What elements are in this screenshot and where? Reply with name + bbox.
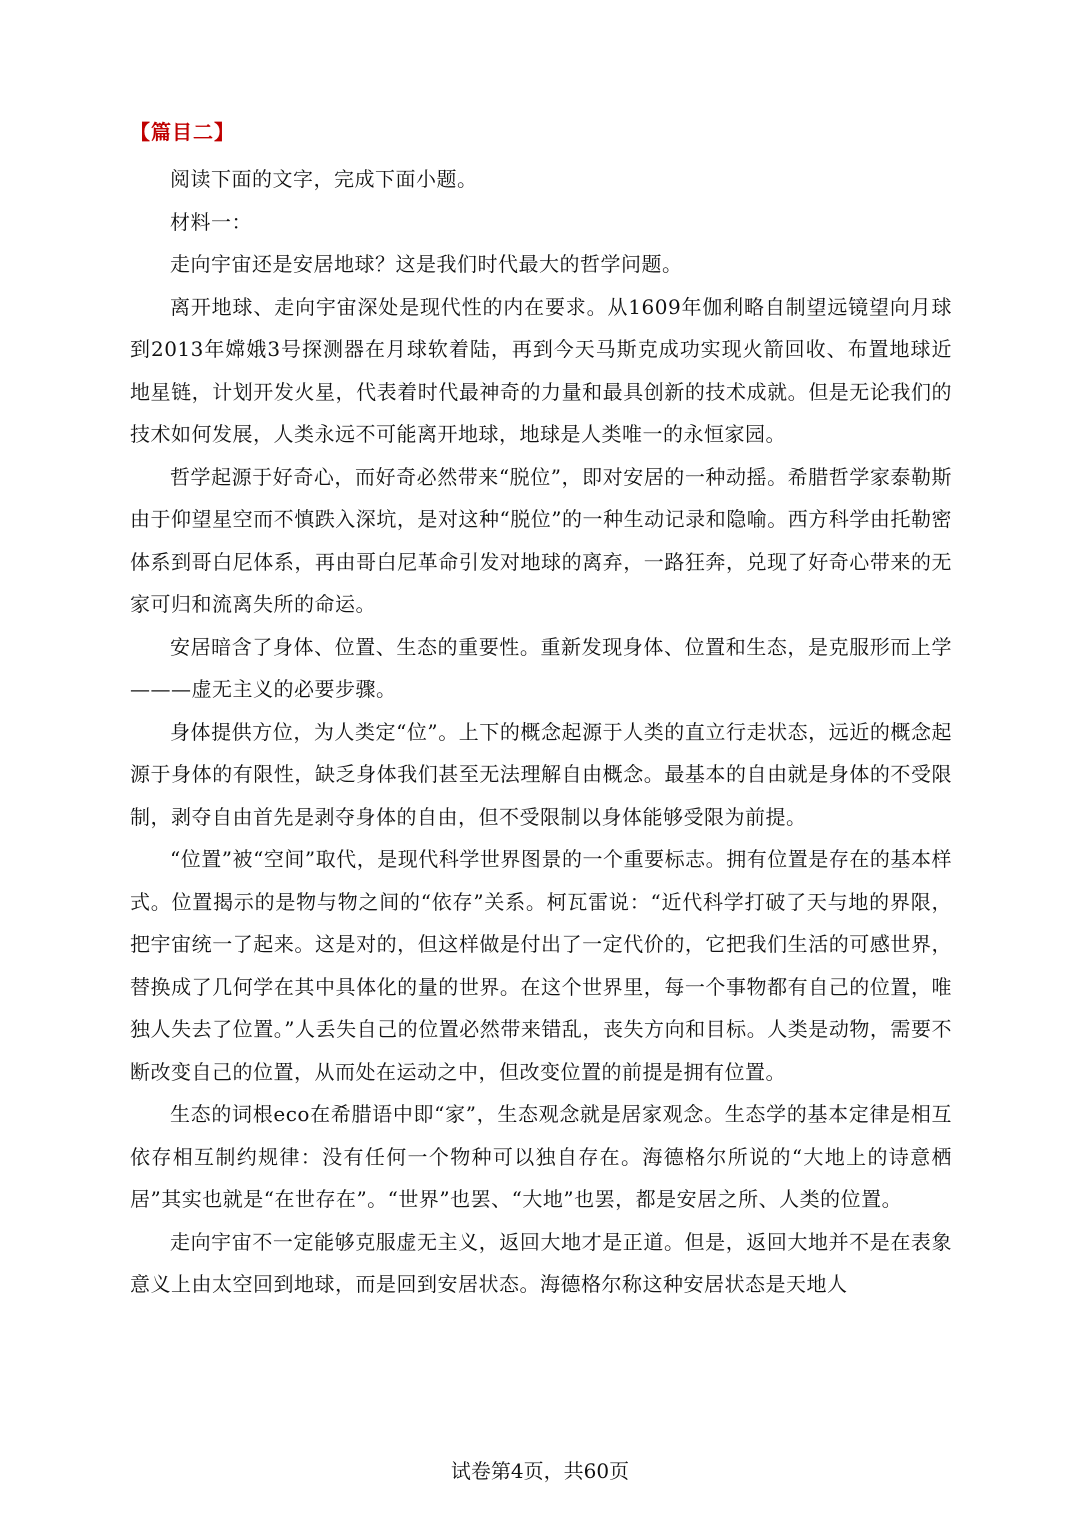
paragraph-8: 走向宇宙不一定能够克服虚无主义，返回大地才是正道。但是，返回大地并不是在表象意义上由太空回到地球，而是回到安居状态。海德格尔称这种安居状态是天地人 — [130, 1229, 952, 1296]
paragraph-5: 身体提供方位，为人类定“位”。上下的概念起源于人类的直立行走状态，远近的概念起源于身体的有限性，缺乏身体我们甚至无法理解自由概念。最基本的自由就是身体的不受限制，剥夺自由首先是剥夺身体的自由，但不受限制以身体能够受限为前提。 — [130, 719, 952, 829]
paragraph-6: “位置”被“空间”取代，是现代科学世界图景的一个重要标志。拥有位置是存在的基本样式。位置揭示的是物与物之间的“依存”关系。柯瓦雷说：“近代科学打破了天与地的界限，把宇宙统一了起来。这是对的，但这样做是付出了一定代价的，它把我们生活的可感世界，替换成了几何学在其中具体化的量的世界。在这个世界里，每一个事物都有自己的位置，唯独人失去了位置。”人丢失自己的位置必然带来错乱，丧失方向和目标。人类是动物，需要不断改变自己的位置，从而处在运动之中，但改变位置的前提是拥有位置。 — [130, 847, 952, 1084]
section-title: 【篇目二】 — [130, 120, 235, 144]
paragraph-2: 离开地球、走向宇宙深处是现代性的内在要求。从1609年伽利略自制望远镜望向月球到2013年嫦娥3号探测器在月球软着陆，再到今天马斯克成功实现火箭回收、布置地球近地星链，计划开发火星，代表着时代最神奇的力量和最具创新的技术成就。但是无论我们的技术如何发展，人类永远不可能离开地球，地球是人类唯一的永恒家园。 — [130, 294, 952, 446]
document-page — [130, 112, 952, 1306]
paragraph-1: 走向宇宙还是安居地球？这是我们时代最大的哲学问题。 — [170, 252, 683, 276]
page-footer: 试卷第4页，共60页 — [450, 1459, 630, 1483]
paragraph-3: 哲学起源于好奇心，而好奇必然带来“脱位”，即对安居的一种动摇。希腊哲学家泰勒斯由于仰望星空而不慎跌入深坑，是对这种“脱位”的一种生动记录和隐喻。西方科学由托勒密体系到哥白尼体系，再由哥白尼革命引发对地球的离弃，一路狂奔，兑现了好奇心带来的无家可归和流离失所的命运。 — [130, 464, 952, 616]
paragraph-instruction: 阅读下面的文字，完成下面小题。 — [170, 167, 478, 191]
paragraph-material-label: 材料一： — [170, 209, 252, 234]
paragraph-4: 安居暗含了身体、位置、生态的重要性。重新发现身体、位置和生态，是克服形而上学———虚无主义的必要步骤。 — [130, 634, 952, 701]
paragraph-7: 生态的词根eco在希腊语中即“家”，生态观念就是居家观念。生态学的基本定律是相互依存相互制约规律：没有任何一个物种可以独自存在。海德格尔所说的“大地上的诗意栖居”其实也就是“在世存在”。“世界”也罢、“大地”也罢，都是安居之所、人类的位置。 — [130, 1102, 952, 1211]
